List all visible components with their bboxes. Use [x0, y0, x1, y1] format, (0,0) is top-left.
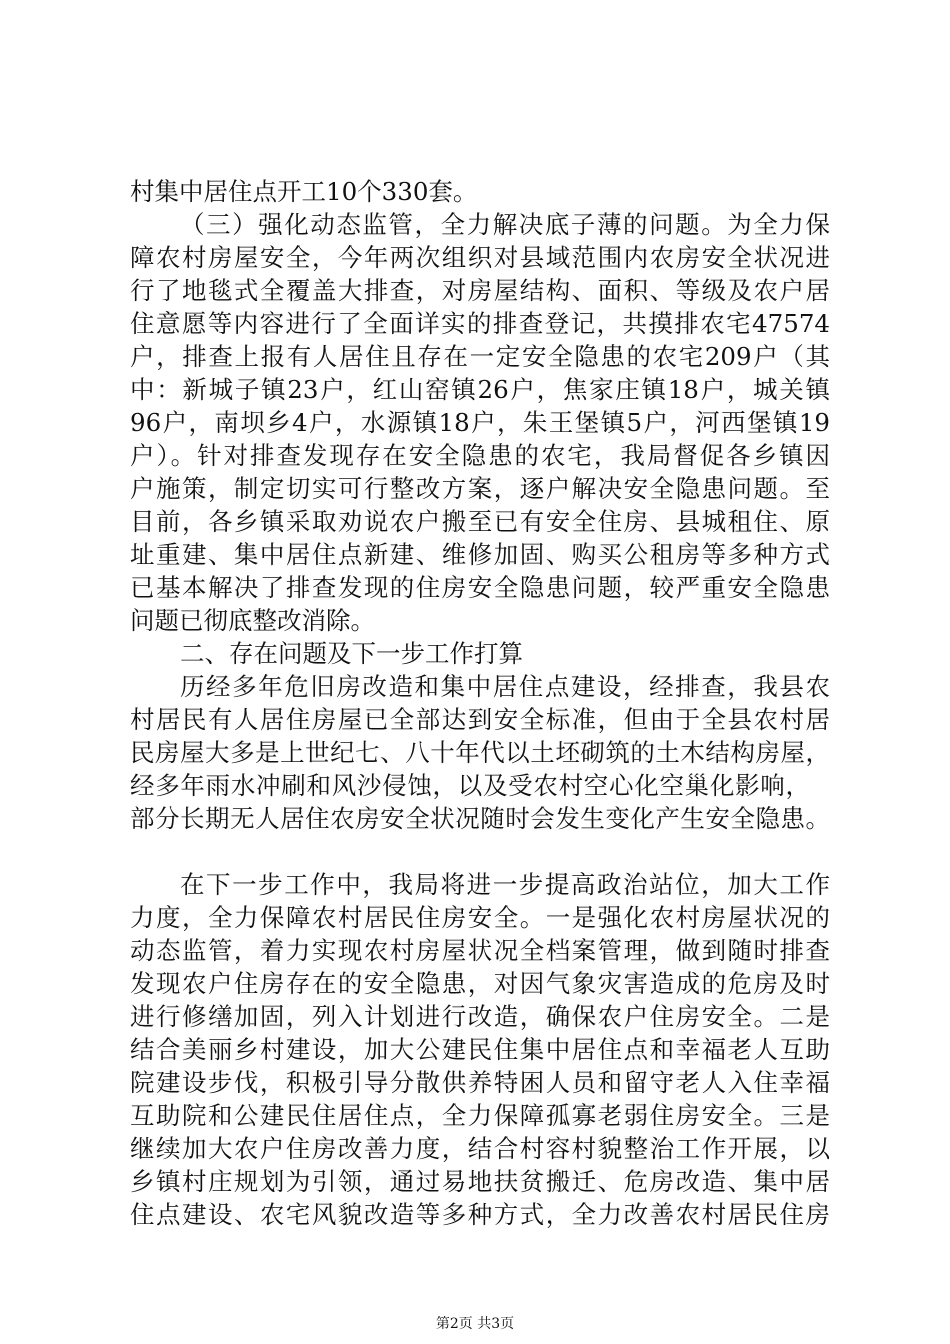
text-line: 进行修缮加固，列入计划进行改造，确保农户住房安全。二是	[130, 1002, 830, 1031]
text-line: 目前，各乡镇采取劝说农户搬至已有安全住房、县城租住、原	[130, 507, 830, 536]
text-line: 动态监管，着力实现农村房屋状况全档案管理，做到随时排查	[130, 936, 830, 965]
text-line: 力度，全力保障农村居民住房安全。一是强化农村房屋状况的	[130, 903, 830, 932]
text-line: （三）强化动态监管，全力解决底子薄的问题。为全力保	[180, 210, 830, 239]
text-line: 户施策，制定切实可行整改方案，逐户解决安全隐患问题。至	[130, 474, 830, 503]
text-line: 96户，南坝乡4户，水源镇18户，朱王堡镇5户，河西堡镇19	[130, 408, 830, 437]
text-line: 住点建设、农宅风貌改造等多种方式，全力改善农村居民住房	[130, 1200, 830, 1229]
text-line: 结合美丽乡村建设，加大公建民住集中居住点和幸福老人互助	[130, 1035, 830, 1064]
text-line: 障农村房屋安全，今年两次组织对县域范围内农房安全状况进	[130, 243, 830, 272]
text-line: 乡镇村庄规划为引领，通过易地扶贫搬迁、危房改造、集中居	[130, 1167, 830, 1196]
text-line: 户，排查上报有人居住且存在一定安全隐患的农宅209户（其	[130, 342, 830, 371]
page-footer: 第2页 共3页	[435, 1316, 515, 1332]
text-line: 继续加大农户住房改善力度，结合村容村貌整治工作开展，以	[130, 1134, 830, 1163]
text-line: 历经多年危旧房改造和集中居住点建设，经排查，我县农	[180, 672, 830, 701]
text-line: 部分长期无人居住农房安全状况随时会发生变化产生安全隐患。	[130, 804, 830, 833]
text-line: 中：新城子镇23户，红山窑镇26户，焦家庄镇18户，城关镇	[130, 375, 830, 404]
text-line: 互助院和公建民住居住点，全力保障孤寡老弱住房安全。三是	[130, 1101, 830, 1130]
text-line: 行了地毯式全覆盖大排查，对房屋结构、面积、等级及农户居	[130, 276, 830, 305]
text-line: 村居民有人居住房屋已全部达到安全标准，但由于全县农村居	[130, 705, 830, 734]
section-heading: 二、存在问题及下一步工作打算	[180, 639, 523, 668]
text-line: 已基本解决了排查发现的住房安全隐患问题，较严重安全隐患	[130, 573, 830, 602]
text-line: 民房屋大多是上世纪七、八十年代以土坯砌筑的土木结构房屋，	[130, 738, 830, 767]
text-line: 院建设步伐，积极引导分散供养特困人员和留守老人入住幸福	[130, 1068, 830, 1097]
text-line: 住意愿等内容进行了全面详实的排查登记，共摸排农宅47574	[130, 309, 830, 338]
text-line: 址重建、集中居住点新建、维修加固、购买公租房等多种方式	[130, 540, 830, 569]
text-line: 户）。针对排查发现存在安全隐患的农宅，我局督促各乡镇因	[130, 441, 830, 470]
text-line: 村集中居住点开工10个330套。	[130, 177, 478, 206]
text-line: 问题已彻底整改消除。	[130, 606, 375, 635]
text-line: 经多年雨水冲刷和风沙侵蚀，以及受农村空心化空巢化影响，	[130, 771, 810, 800]
text-line: 在下一步工作中，我局将进一步提高政治站位，加大工作	[180, 870, 830, 899]
text-line: 发现农户住房存在的安全隐患，对因气象灾害造成的危房及时	[130, 969, 830, 998]
